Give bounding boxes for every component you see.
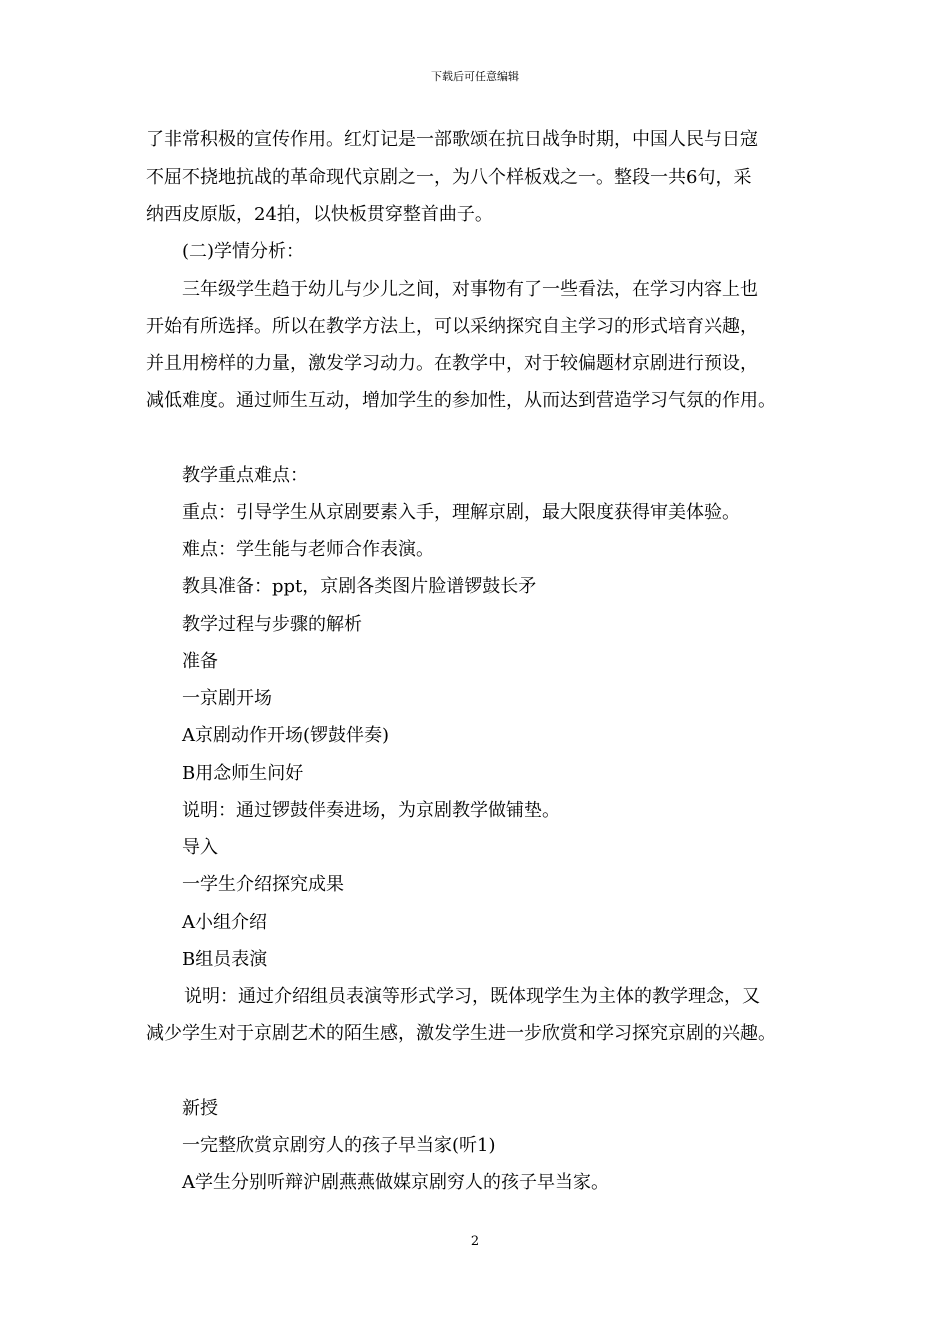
explanation-note: 说明：通过锣鼓伴奏进场，为京剧教学做铺垫。 (182, 800, 560, 821)
teaching-process-heading: 教学过程与步骤的解析 (182, 614, 362, 635)
page-number: 2 (470, 1234, 480, 1249)
key-point-difficulty: 难点：学生能与老师合作表演。 (182, 539, 434, 560)
section-heading-new-lesson: 新授 (182, 1098, 218, 1119)
list-item: B组员表演 (182, 949, 268, 970)
section-heading-student-analysis: (二)学情分析： (182, 241, 305, 262)
list-item: A学生分别听辩沪剧燕燕做媒京剧穷人的孩子早当家。 (182, 1172, 609, 1193)
body-text-line: 减低难度。通过师生互动，增加学生的参加性，从而达到营造学习气氛的作用。 (146, 390, 776, 411)
body-text-line: 开始有所选择。所以在教学方法上，可以采纳探究自主学习的形式培育兴趣， (146, 316, 758, 337)
list-item: B用念师生问好 (182, 763, 304, 784)
section-heading-prepare: 准备 (182, 651, 218, 672)
list-item: 一学生介绍探究成果 (182, 874, 344, 895)
key-point-focus: 重点：引导学生从京剧要素入手，理解京剧，最大限度获得审美体验。 (182, 502, 740, 523)
list-item: A小组介绍 (182, 912, 267, 933)
explanation-note: 减少学生对于京剧艺术的陌生感，激发学生进一步欣赏和学习探究京剧的兴趣。 (146, 1023, 776, 1044)
list-item: A京剧动作开场(锣鼓伴奏) (182, 725, 390, 746)
body-text-line: 并且用榜样的力量，激发学习动力。在教学中，对于较偏题材京剧进行预设， (146, 353, 758, 374)
body-text-line: 三年级学生趋于幼儿与少儿之间，对事物有了一些看法，在学习内容上也 (182, 279, 758, 300)
section-heading-introduction: 导入 (182, 837, 218, 858)
body-text-line: 纳西皮原版，24拍，以快板贯穿整首曲子。 (146, 204, 493, 225)
body-text-line: 不屈不挠地抗战的革命现代京剧之一，为八个样板戏之一。整段一共6句，采 (146, 167, 752, 188)
list-item: 一完整欣赏京剧穷人的孩子早当家(听1) (182, 1135, 496, 1156)
explanation-note: 说明：通过介绍组员表演等形式学习，既体现学生为主体的教学理念，又 (184, 986, 760, 1007)
teaching-materials: 教具准备：ppt，京剧各类图片脸谱锣鼓长矛 (182, 576, 537, 597)
page-header: 下载后可任意编辑 (431, 70, 519, 83)
list-item: 一京剧开场 (182, 688, 272, 709)
body-text-line: 了非常积极的宣传作用。红灯记是一部歌颂在抗日战争时期，中国人民与日寇 (146, 129, 758, 150)
section-heading-key-points: 教学重点难点： (182, 465, 308, 486)
